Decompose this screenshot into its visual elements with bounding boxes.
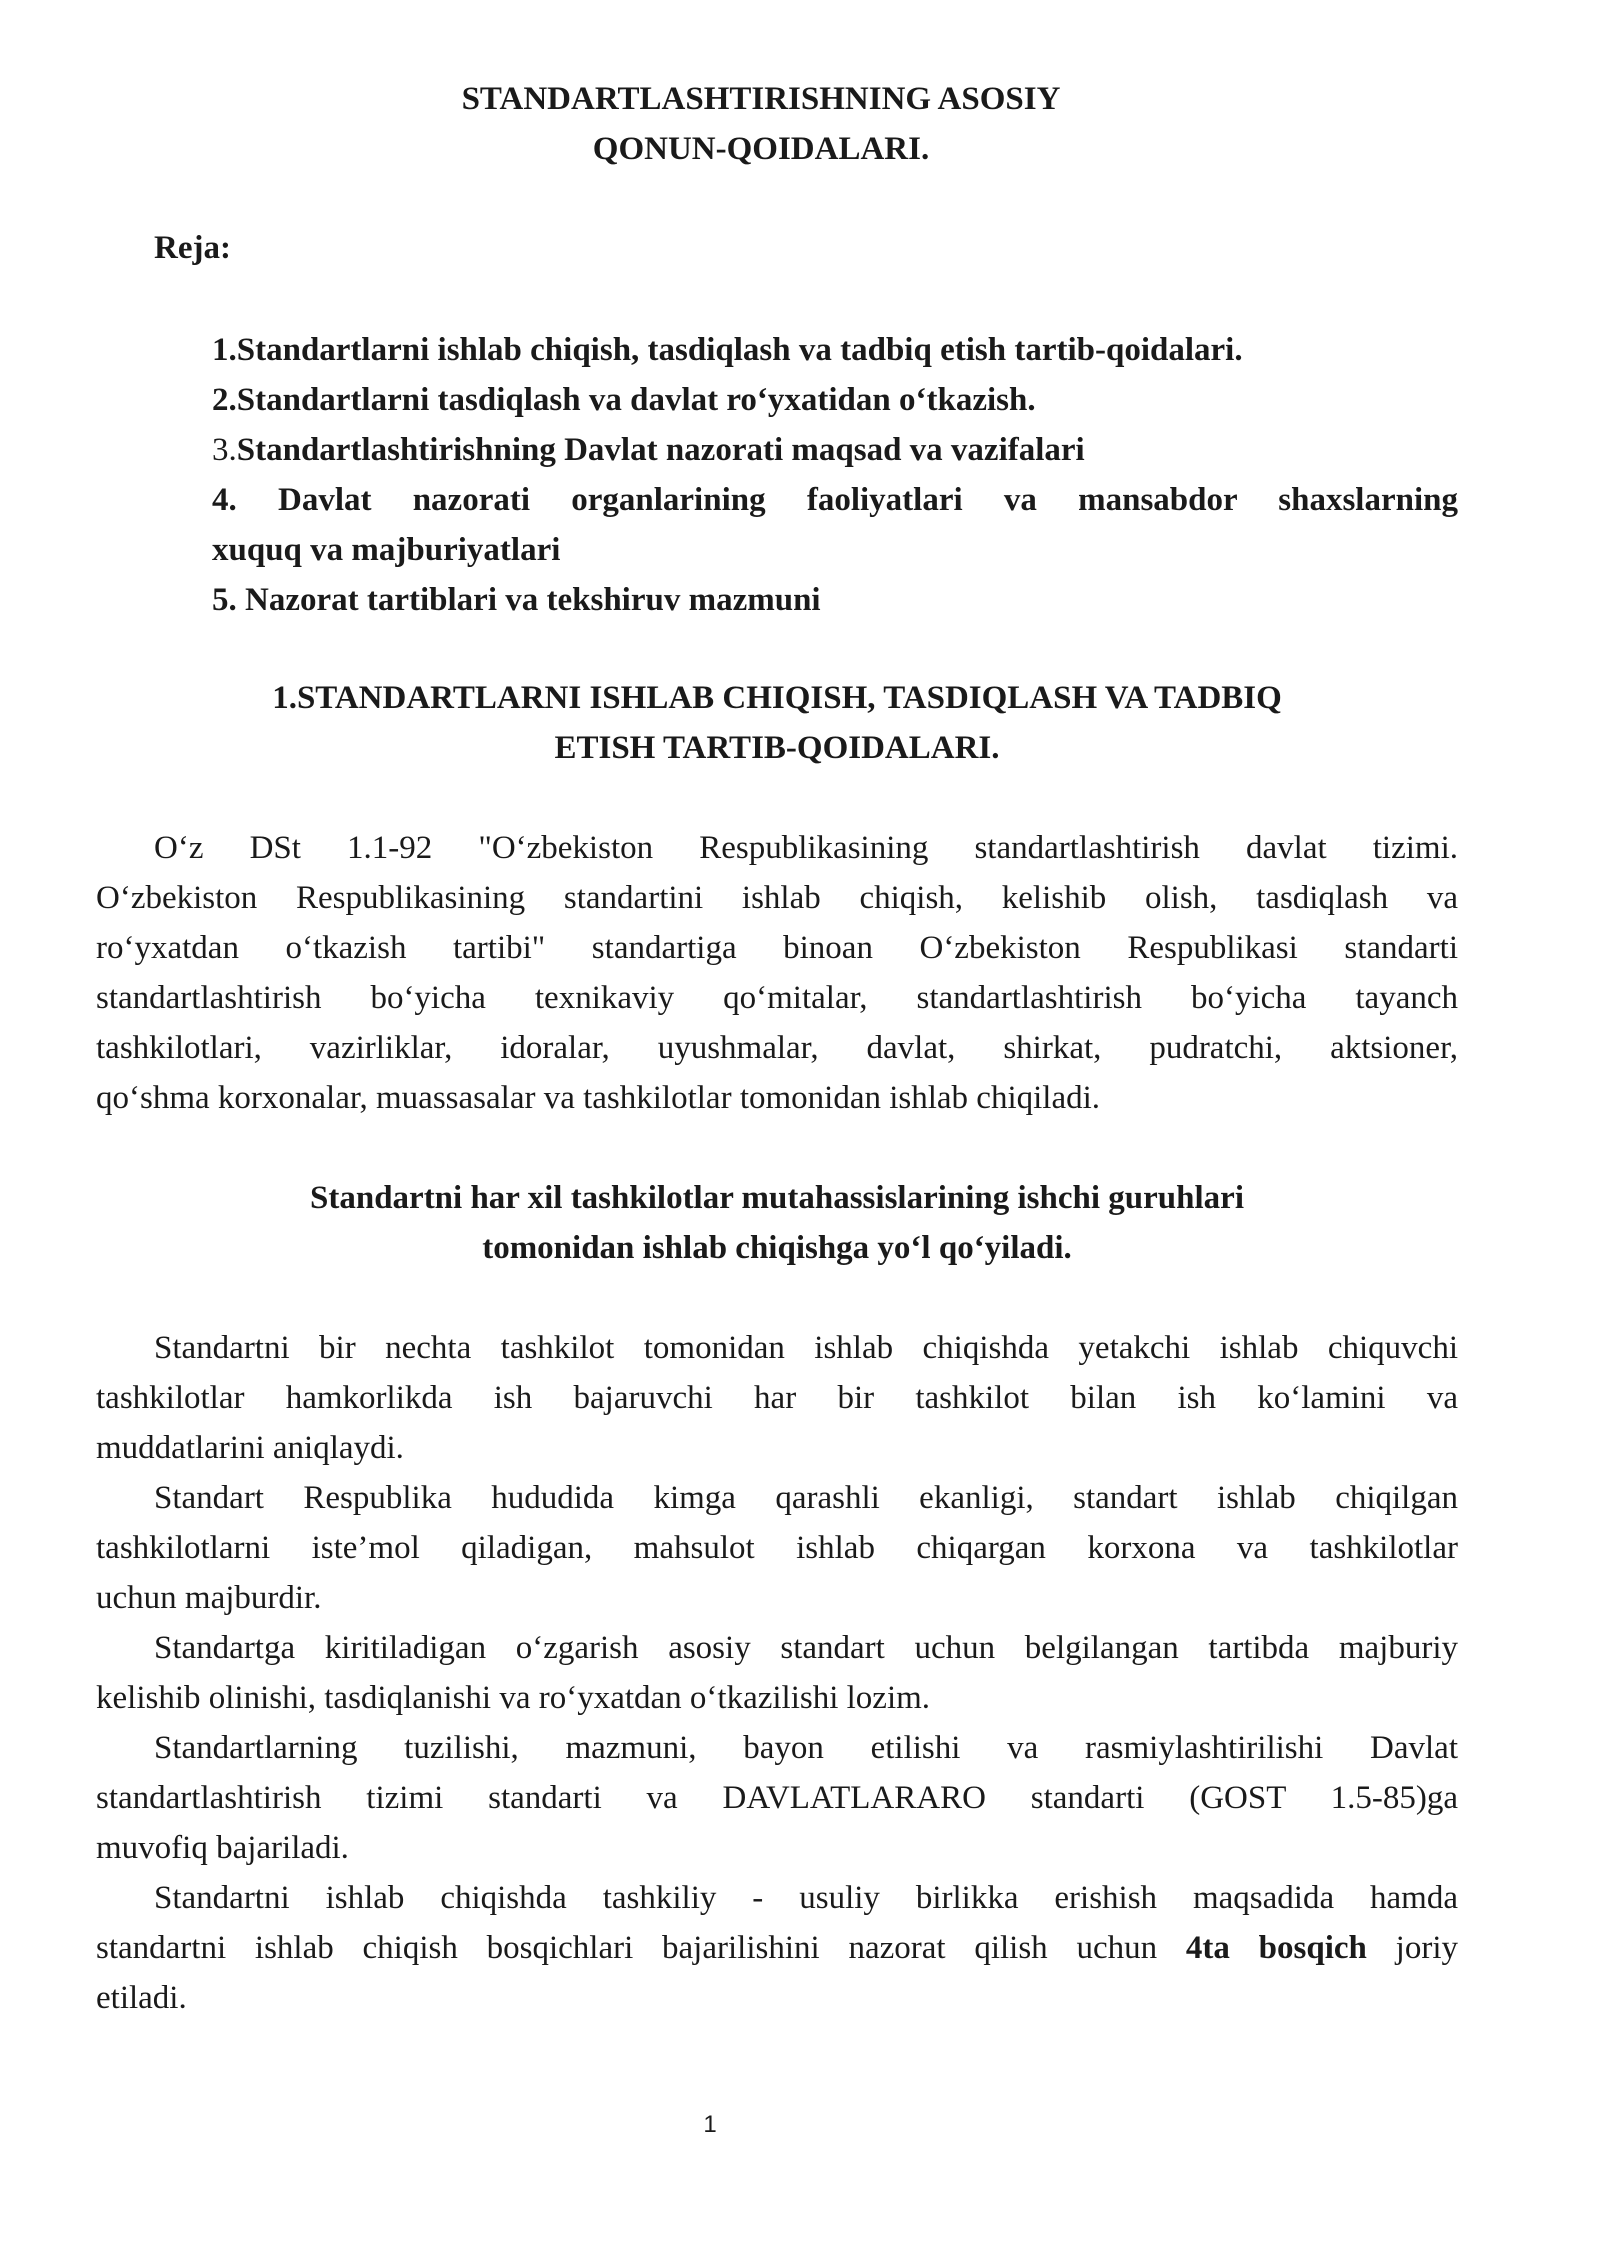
plan-item-text: Nazorat tartiblari va tekshiruv mazmuni	[245, 582, 821, 618]
paragraph-line: kelishib olinishi, tasdiqlanishi va ro‘yxatdan o‘tkazilishi lozim.	[96, 1680, 931, 1716]
plan-item-number: 2.	[212, 382, 237, 418]
sub-heading-line-2: tomonidan ishlab chiqishga yo‘l qo‘yiladi.	[482, 1230, 1072, 1266]
title-line-2: QONUN-QOIDALARI.	[592, 131, 930, 167]
paragraph-line: muddatlarini aniqlaydi.	[96, 1430, 404, 1466]
plan-item-2	[212, 375, 1458, 425]
plan-item-number: 1.	[212, 332, 237, 368]
paragraph-line: muvofiq bajariladi.	[96, 1830, 349, 1866]
paragraph-line: standartlashtirish bo‘yicha texnikaviy qo‘mitalar, standartlashtirish bo‘yicha tayanch	[96, 980, 1458, 1016]
plan-item-1	[212, 325, 1458, 375]
paragraph-line: Standartni bir nechta tashkilot tomonidan ishlab chiqishda yetakchi ishlab chiquvchi	[154, 1330, 1458, 1366]
plan-item-text: xuquq va majburiyatlari	[212, 532, 561, 568]
paragraph-line: Standart Respublika hududida kimga qarashli ekanligi, standart ishlab chiqilgan	[154, 1480, 1458, 1516]
paragraph-line: Standartga kiritiladigan o‘zgarish asosiy standart uchun belgilangan tartibda majburiy	[154, 1630, 1458, 1666]
plan-list	[212, 325, 1458, 625]
paragraph-line: standartlashtirish tizimi standarti va DAVLATLARARO standarti (GOST 1.5-85)ga	[96, 1780, 1458, 1816]
paragraph-line: tashkilotlari, vazirliklar, idoralar, uyushmalar, davlat, shirkat, pudratchi, aktsioner,	[96, 1030, 1458, 1066]
paragraph-line: Standartlarning tuzilishi, mazmuni, bayon etilishi va rasmiylashtirilishi Davlat	[154, 1730, 1458, 1766]
body-paragraph-4	[96, 1723, 1458, 1873]
plan-item-text: Davlat nazorati organlarining faoliyatlari va mansabdor shaxslarning	[277, 482, 1458, 518]
section-heading-line-1: 1.STANDARTLARNI ISHLAB CHIQISH, TASDIQLASH VA TADBIQ	[272, 680, 1282, 716]
plan-item-4	[212, 475, 1458, 525]
document-title	[96, 74, 1426, 174]
paragraph-line: tashkilotlarni iste’mol qiladigan, mahsulot ishlab chiqargan korxona va tashkilotlar	[96, 1530, 1458, 1566]
paragraph-line: tashkilotlar hamkorlikda ish bajaruvchi har bir tashkilot bilan ish ko‘lamini va	[96, 1380, 1458, 1416]
paragraph-line: Standartni ishlab chiqishda tashkiliy - usuliy birlikka erishish maqsadida hamda	[154, 1880, 1458, 1916]
section-heading-line-2: ETISH TARTIB-QOIDALARI.	[554, 730, 1000, 766]
plan-item-text: Standartlashtirishning Davlat nazorati maqsad va vazifalari	[236, 432, 1085, 468]
paragraph-line: qo‘shma korxonalar, muassasalar va tashkilotlar tomonidan ishlab chiqiladi.	[96, 1080, 1101, 1116]
plan-item-number: 5.	[212, 582, 237, 618]
paragraph-line: uchun majburdir.	[96, 1580, 322, 1616]
body-paragraph-3	[96, 1623, 1458, 1723]
document-page	[96, 0, 1458, 2262]
plan-item-number: 3.	[212, 432, 237, 468]
paragraph-line: ro‘yxatdan o‘tkazish tartibi" standartiga binoan O‘zbekiston Respublikasi standarti	[96, 930, 1458, 966]
plan-item-5	[212, 575, 1458, 625]
paragraph-line: O‘z DSt 1.1-92 "O‘zbekiston Respublikasining standartlashtirish davlat tizimi.	[154, 830, 1458, 866]
plan-item-text: Standartlarni tasdiqlash va davlat ro‘yxatidan o‘tkazish.	[236, 382, 1036, 418]
emphasized-text: 4ta bosqich	[1185, 1930, 1367, 1966]
paragraph-text: standartni ishlab chiqish bosqichlari bajarilishini nazorat qilish uchun	[96, 1930, 1186, 1966]
paragraph-line: O‘zbekiston Respublikasining standartini ishlab chiqish, kelishib olish, tasdiqlash va	[96, 880, 1458, 916]
page-number: 1	[703, 2111, 717, 2138]
sub-heading	[96, 1173, 1458, 1273]
body-paragraph-1	[96, 1323, 1458, 1473]
plan-item-text: Standartlarni ishlab chiqish, tasdiqlash va tadbiq etish tartib-qoidalari.	[236, 332, 1243, 368]
paragraph-line: etiladi.	[96, 1980, 187, 2016]
paragraph-line	[96, 1923, 1458, 1973]
body-paragraph-2	[96, 1473, 1458, 1623]
plan-heading: Reja:	[154, 230, 231, 266]
plan-item-number: 4.	[212, 482, 237, 518]
plan-item-3	[212, 425, 1458, 475]
section-1-heading	[96, 673, 1458, 773]
title-line-1: STANDARTLASHTIRISHNING ASOSIY	[461, 81, 1061, 117]
plan-item-4-continued	[212, 525, 1458, 575]
sub-heading-line-1: Standartni har xil tashkilotlar mutahassislarining ishchi guruhlari	[310, 1180, 1244, 1216]
body-paragraph-5	[96, 1873, 1458, 2023]
paragraph-text: joriy	[1366, 1930, 1458, 1966]
intro-paragraph	[96, 823, 1458, 1123]
